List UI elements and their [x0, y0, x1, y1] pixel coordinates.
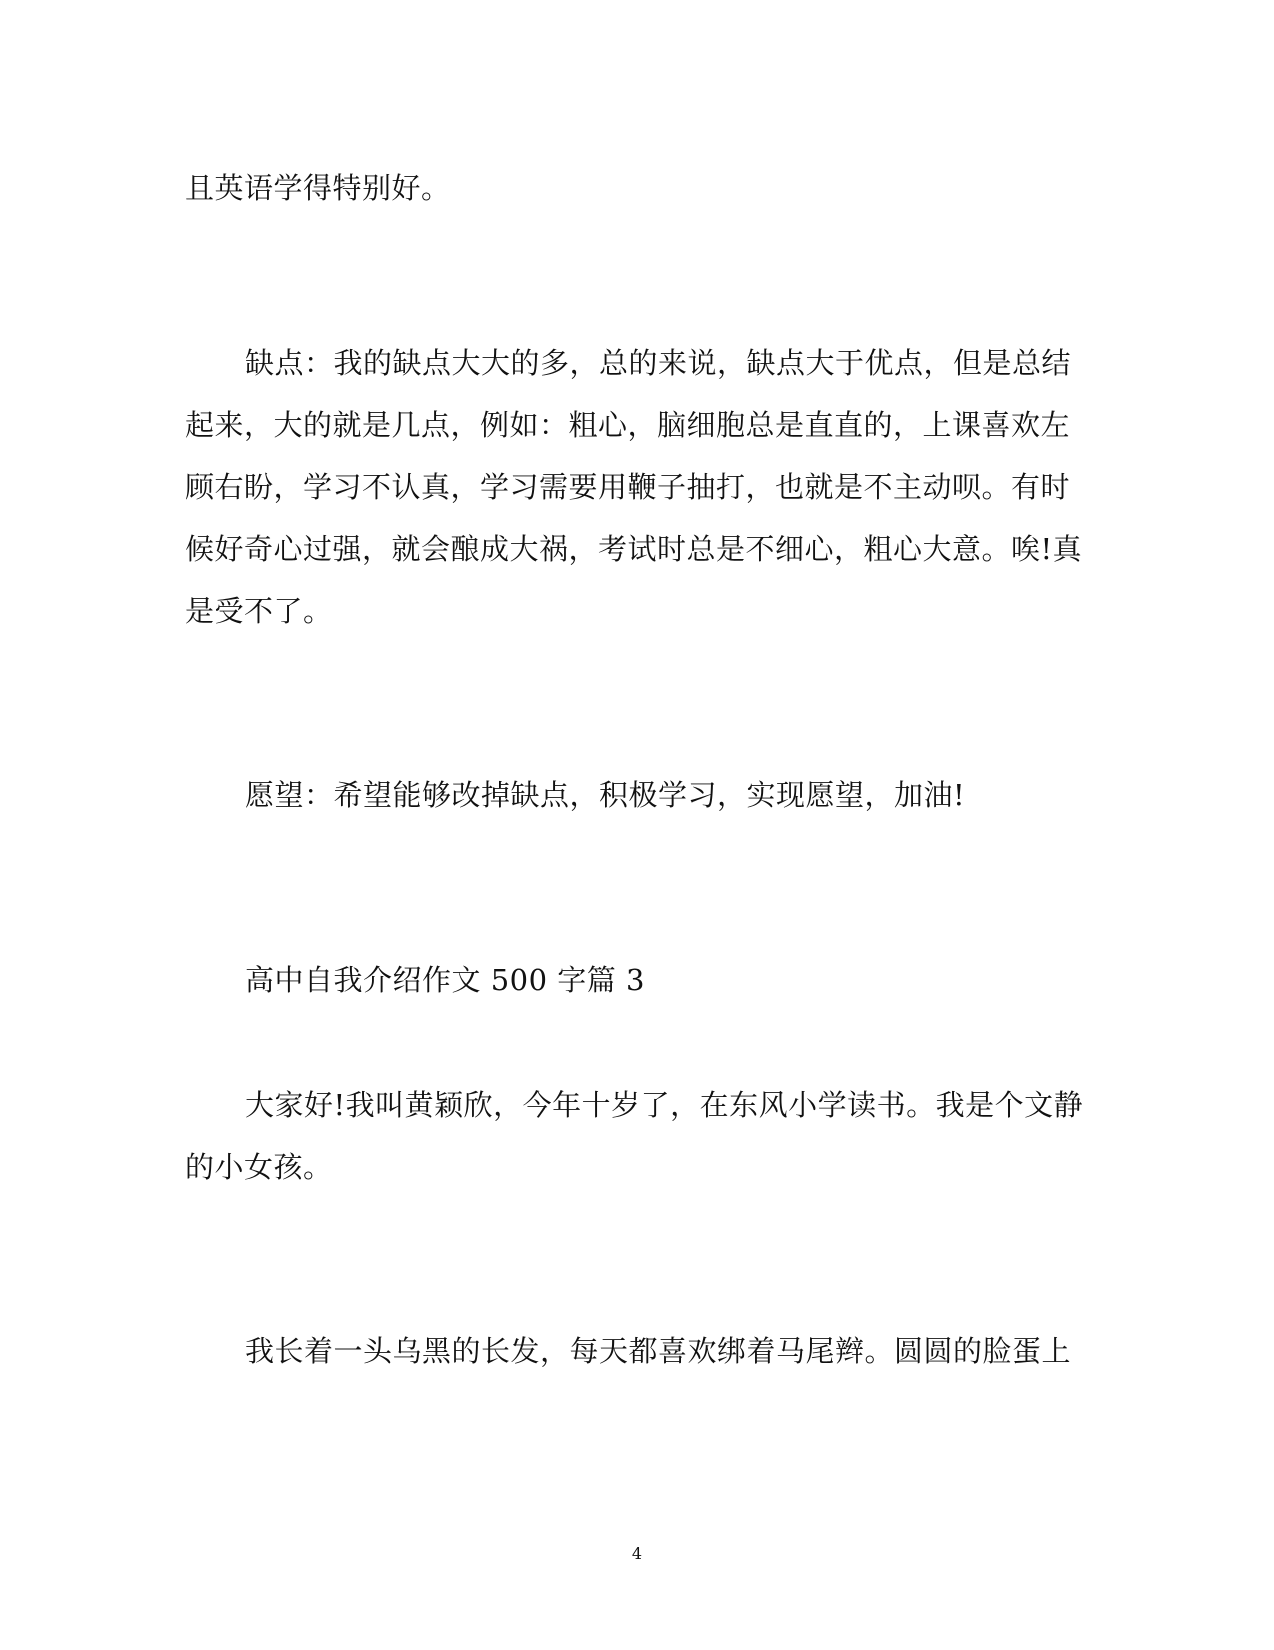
section-heading: 高中自我介绍作文 500 字篇 3: [245, 963, 645, 997]
paragraph-wish-line: 愿望：希望能够改掉缺点，积极学习，实现愿望，加油!: [245, 778, 966, 812]
text-line: 且英语学得特别好。: [185, 171, 451, 205]
paragraph-appearance-line: 我长着一头乌黑的长发，每天都喜欢绑着马尾辫。圆圆的脸蛋上: [245, 1334, 1072, 1368]
paragraph-shortcomings-line: 缺点：我的缺点大大的多，总的来说，缺点大于优点，但是总结: [245, 346, 1072, 380]
text-line: 是受不了。: [185, 594, 333, 628]
text-line: 的小女孩。: [185, 1150, 333, 1184]
paragraph-intro-line: 大家好!我叫黄颖欣，今年十岁了，在东风小学读书。我是个文静: [245, 1088, 1084, 1122]
text-line: 顾右盼，学习不认真，学习需要用鞭子抽打，也就是不主动呗。有时: [185, 470, 1071, 504]
page-number: 4: [631, 1544, 643, 1563]
text-line: 候好奇心过强，就会酿成大祸，考试时总是不细心，粗心大意。唉!真: [185, 532, 1083, 566]
text-line: 起来，大的就是几点，例如：粗心，脑细胞总是直直的，上课喜欢左: [185, 408, 1071, 442]
